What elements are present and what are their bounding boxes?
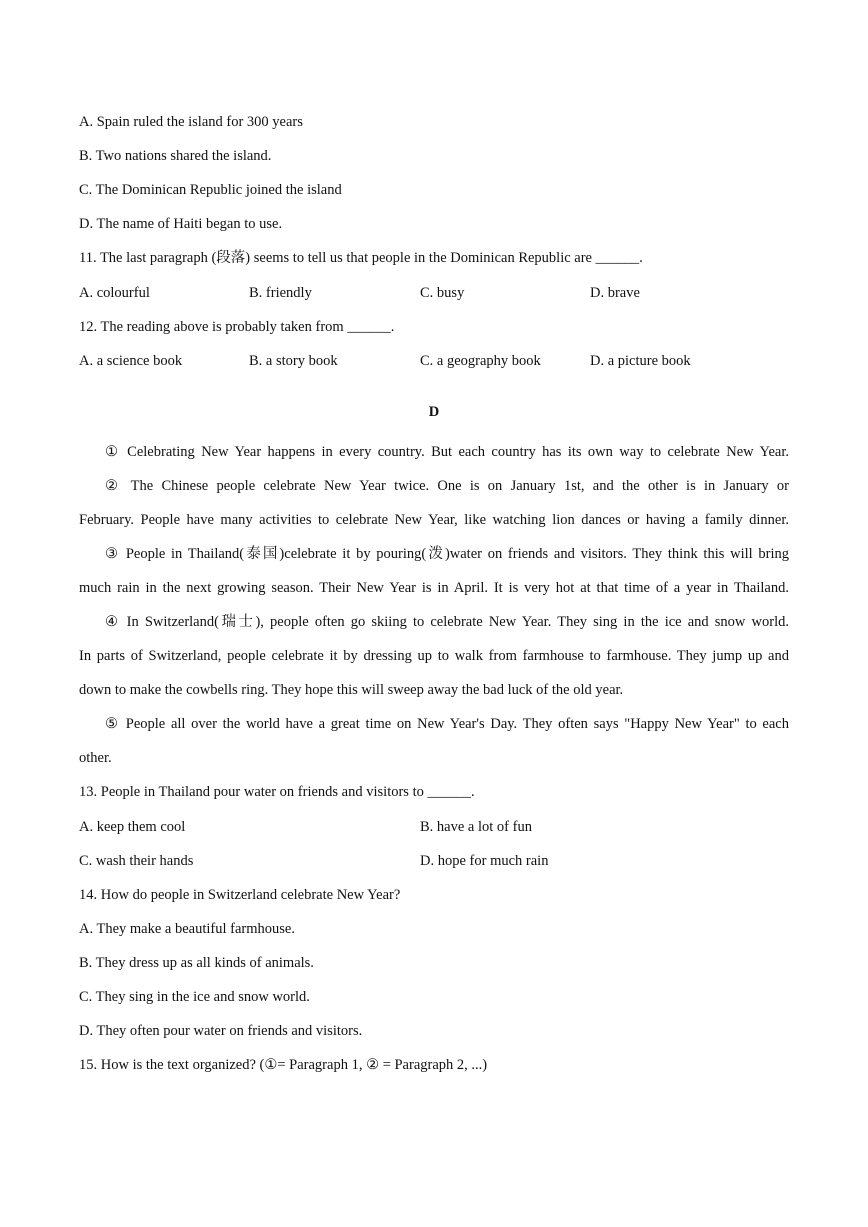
paragraph-3-line-2: much rain in the next growing season. Their New Year is in April. It is very hot at that time of a year in Thailand. [79,580,789,596]
q15-question: 15. How is the text organized? (①= Paragraph 1, ② = Paragraph 2, ...) [79,1057,488,1073]
q12-option-c: C. a geography book [420,353,541,369]
q10-option-c: C. The Dominican Republic joined the island [79,182,342,198]
q11-option-d: D. brave [590,285,640,301]
paragraph-5-line-1: ⑤ People all over the world have a great time on New Year's Day. They often says "Happy New Year" to each [105,716,789,732]
q11-option-c: C. busy [420,285,465,301]
q11-question: 11. The last paragraph (段落) seems to tell us that people in the Dominican Republic are ______. [79,250,643,266]
q13-option-a: A. keep them cool [79,819,186,835]
q12-option-b: B. a story book [249,353,338,369]
q12-question: 12. The reading above is probably taken from ______. [79,319,395,335]
paragraph-3-line-1: ③ People in Thailand(泰国)celebrate it by pouring(泼)water on friends and visitors. They think this will bring [105,546,789,562]
q14-question: 14. How do people in Switzerland celebrate New Year? [79,887,401,903]
q13-option-c: C. wash their hands [79,853,194,869]
paragraph-1: ① Celebrating New Year happens in every country. But each country has its own way to celebrate New Year. [105,444,789,460]
passage-heading: D [428,404,440,420]
q13-option-b: B. have a lot of fun [420,819,532,835]
q10-option-b: B. Two nations shared the island. [79,148,272,164]
q10-option-d: D. The name of Haiti began to use. [79,216,283,232]
q11-option-a: A. colourful [79,285,150,301]
paragraph-2-line-1: ② The Chinese people celebrate New Year twice. One is on January 1st, and the other is in January or [105,478,789,494]
paragraph-4-line-1: ④ In Switzerland(瑞士), people often go skiing to celebrate New Year. They sing in the ice and snow world. [105,614,789,630]
q14-option-a: A. They make a beautiful farmhouse. [79,921,295,937]
q14-option-d: D. They often pour water on friends and visitors. [79,1023,363,1039]
q14-option-b: B. They dress up as all kinds of animals. [79,955,314,971]
q12-option-a: A. a science book [79,353,183,369]
q13-question: 13. People in Thailand pour water on friends and visitors to ______. [79,784,475,800]
q12-option-d: D. a picture book [590,353,691,369]
paragraph-5-line-2: other. [79,750,112,766]
paragraph-4-line-3: down to make the cowbells ring. They hope this will sweep away the bad luck of the old year. [79,682,624,698]
paragraph-4-line-2: In parts of Switzerland, people celebrate it by dressing up to walk from farmhouse to farmhouse. They jump up and [79,648,789,664]
paragraph-2-line-2: February. People have many activities to celebrate New Year, like watching lion dances or having a family dinner. [79,512,789,528]
q13-option-d: D. hope for much rain [420,853,549,869]
q10-option-a: A. Spain ruled the island for 300 years [79,114,303,130]
q14-option-c: C. They sing in the ice and snow world. [79,989,310,1005]
q11-option-b: B. friendly [249,285,312,301]
